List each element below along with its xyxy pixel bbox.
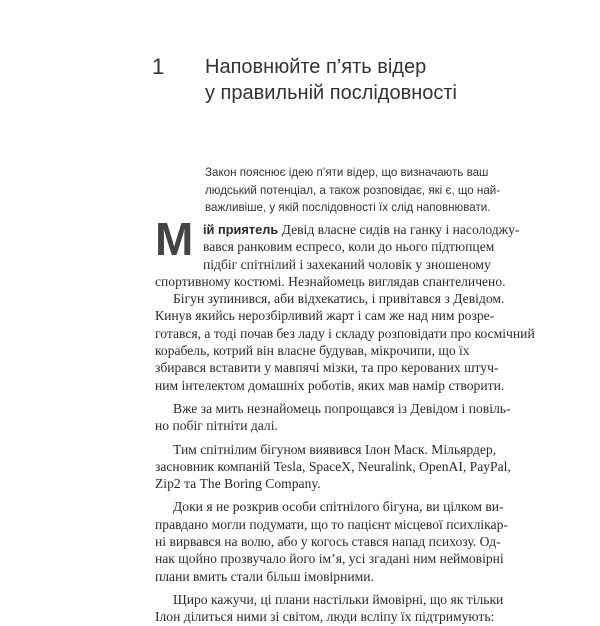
text-line: правдано могли подумати, що то пацієнт місцевої психлікар- bbox=[155, 516, 508, 532]
text-line: Бігун зупинився, аби відхекатись, і привітався з Девідом. bbox=[173, 291, 505, 307]
epigraph-line: важливіше, у якій послідовності їх слід наповнювати. bbox=[205, 201, 491, 214]
text-line: готався, а тоді почав без ладу і складу розповідати про космічний bbox=[155, 325, 535, 341]
text-line: плани вмить стали більш імовірними. bbox=[155, 568, 374, 584]
chapter-title-line: у правильній послідовності bbox=[205, 82, 457, 104]
text-line: спортивному костюмі. Незнайомець виглядав спантеличено. bbox=[155, 273, 506, 289]
drop-cap: М bbox=[155, 213, 194, 265]
text-line: Ілон ділиться ними зі світом, люди всліпу їх підтримують: bbox=[155, 609, 495, 625]
text-line: нак щойно прозвучало його ім’я, усі згадані ним неймовірні bbox=[155, 551, 504, 567]
paragraph-first-line bbox=[155, 221, 520, 238]
text-line: корабель, котрий він власне будував, мікрочипи, що їх bbox=[155, 343, 470, 359]
text-line: Доки я не розкрив особи спітнілого бігуна, ви цілком ви- bbox=[173, 499, 504, 515]
epigraph-line: Закон пояснює ідею п’яти відер, що визначають ваш bbox=[205, 166, 489, 179]
text-line: но побіг пітніти далі. bbox=[155, 418, 278, 434]
text-line: Zip2 та The Boring Company. bbox=[155, 476, 321, 492]
text-line: Вже за мить незнайомець попрощався із Девідом і повіль- bbox=[173, 400, 511, 416]
text-line: Тим спітнілим бігуном виявився Ілон Маск. Мільярдер, bbox=[173, 441, 497, 457]
chapter-epigraph bbox=[205, 164, 501, 217]
body-text bbox=[155, 221, 535, 626]
lead-in-bold: ій приятель bbox=[203, 222, 279, 237]
chapter-number: 1 bbox=[152, 54, 165, 79]
text-line: ні вирвався на волю, або у когось стався напад психозу. Од- bbox=[155, 534, 501, 550]
first-line-rest: Девід власне сидів на ганку і насолоджу- bbox=[278, 222, 520, 237]
chapter-title-line: Наповнюйте п’ять відер bbox=[205, 56, 427, 78]
text-line: вався ранковим еспресо, коли до нього підтюпцем bbox=[203, 239, 495, 255]
text-line: збирався вставити у мавпячі мізки, та про керованих штуч- bbox=[155, 360, 499, 376]
text-line: ним інтелектом домашніх роботів, яких мав намір створити. bbox=[155, 377, 505, 393]
text-line: Щиро кажучи, ці плани настільки ймовірні, що як тільки bbox=[173, 591, 504, 607]
epigraph-line: людський потенціал, а також розповідає, які є, що най- bbox=[205, 183, 501, 197]
chapter-title bbox=[205, 54, 525, 106]
text-line: підбіг спітнілий і захеканий чоловік у зношеному bbox=[203, 256, 491, 272]
text-line: Кинув якийсь нерозбірливий жарт і сам же над ним розре- bbox=[155, 308, 495, 324]
text-line: засновник компаній Tesla, SpaceX, Neuralink, OpenAI, PayPal, bbox=[155, 458, 511, 474]
